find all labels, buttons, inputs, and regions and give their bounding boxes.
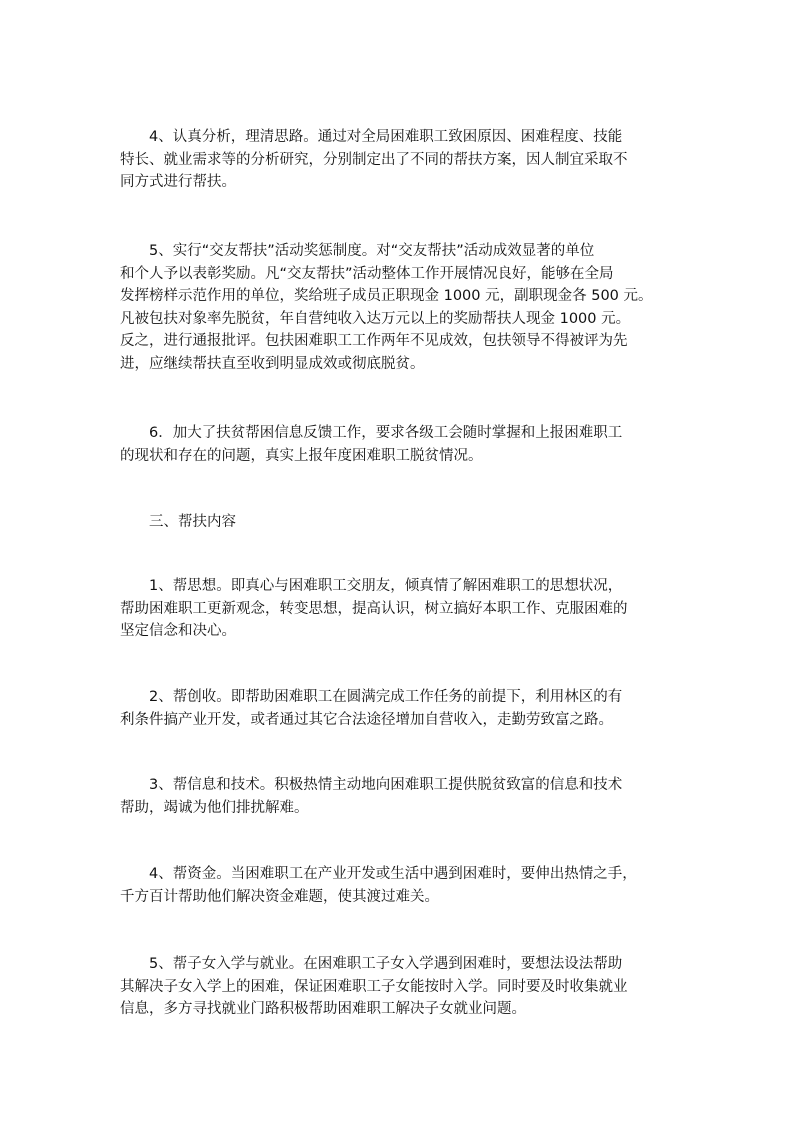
paragraph-line: 2、帮创收。即帮助困难职工在圆满完成工作任务的前提下，利用林区的有	[149, 689, 623, 705]
paragraph-line: 4、认真分析，理清思路。通过对全局困难职工致困原因、困难程度、技能	[149, 129, 623, 145]
paragraph-line: 利条件搞产业开发，或者通过其它合法途径增加自营收入，走勤劳致富之路。	[120, 711, 613, 728]
paragraph-item-1-thought	[120, 575, 680, 643]
paragraph-line: 帮助，竭诚为他们排扰解难。	[120, 799, 309, 816]
paragraph-line: 特长、就业需求等的分析研究，分别制定出了不同的帮扶方案，因人制宜采取不	[120, 151, 628, 168]
paragraph-line: 反之，进行通报批评。包扶困难职工工作两年不见成效，包扶领导不得被评为先	[120, 333, 628, 349]
paragraph-line: 5、实行“交友帮扶”活动奖惩制度。对“交友帮扶”活动成效显著的单位	[149, 243, 595, 259]
paragraph-line: 6．加大了扶贫帮困信息反馈工作，要求各级工会随时掌握和上报困难职工	[149, 425, 623, 441]
paragraph-line: 1、帮思想。即真心与困难职工交朋友，倾真情了解困难职工的思想状况，	[149, 578, 623, 594]
paragraph-item-3-information	[120, 774, 680, 819]
paragraph-item-5-education-employment	[120, 953, 680, 1021]
paragraph-line: 发挥榜样示范作用的单位，奖给班子成员正职现金 1000 元，副职现金各 500 元。	[120, 288, 653, 304]
section-heading: 三、帮扶内容	[149, 514, 236, 530]
paragraph-line: 其解决子女入学上的困难，保证困难职工子女能按时入学。同时要及时收集就业	[120, 978, 628, 995]
paragraph-line: 信息，多方寻找就业门路积极帮助困难职工解决子女就业问题。	[120, 1001, 526, 1017]
paragraph-line: 同方式进行帮扶。	[120, 174, 236, 190]
paragraph-line: 4、帮资金。当困难职工在产业开发或生活中遇到困难时，要伸出热情之手，	[149, 866, 637, 882]
paragraph-section-4-analysis	[120, 126, 680, 194]
paragraph-line: 坚定信念和决心。	[120, 623, 236, 639]
section-heading-assistance-content	[120, 511, 680, 534]
paragraph-section-6-feedback	[120, 422, 680, 467]
paragraph-line: 凡被包扶对象率先脱贫，年自营纯收入达万元以上的奖励帮扶人现金 1000 元。	[120, 310, 631, 327]
paragraph-section-5-rewards	[120, 240, 680, 375]
paragraph-line: 进，应继续帮扶直至收到明显成效或彻底脱贫。	[120, 355, 425, 372]
paragraph-line: 5、帮子女入学与就业。在困难职工子女入学遇到困难时，要想法设法帮助	[149, 956, 623, 972]
paragraph-line: 千方百计帮助他们解决资金难题，使其渡过难关。	[120, 888, 439, 905]
paragraph-item-4-funding	[120, 863, 680, 908]
paragraph-line: 帮助困难职工更新观念，转变思想，提高认识，树立搞好本职工作、克服困难的	[120, 600, 628, 617]
paragraph-line: 和个人予以表彰奖励。凡“交友帮扶”活动整体工作开展情况良好，能够在全局	[120, 265, 614, 282]
paragraph-item-2-income	[120, 686, 680, 731]
paragraph-line: 的现状和存在的问题，真实上报年度困难职工脱贫情况。	[120, 447, 483, 464]
paragraph-line: 3、帮信息和技术。积极热情主动地向困难职工提供脱贫致富的信息和技术	[149, 777, 623, 793]
